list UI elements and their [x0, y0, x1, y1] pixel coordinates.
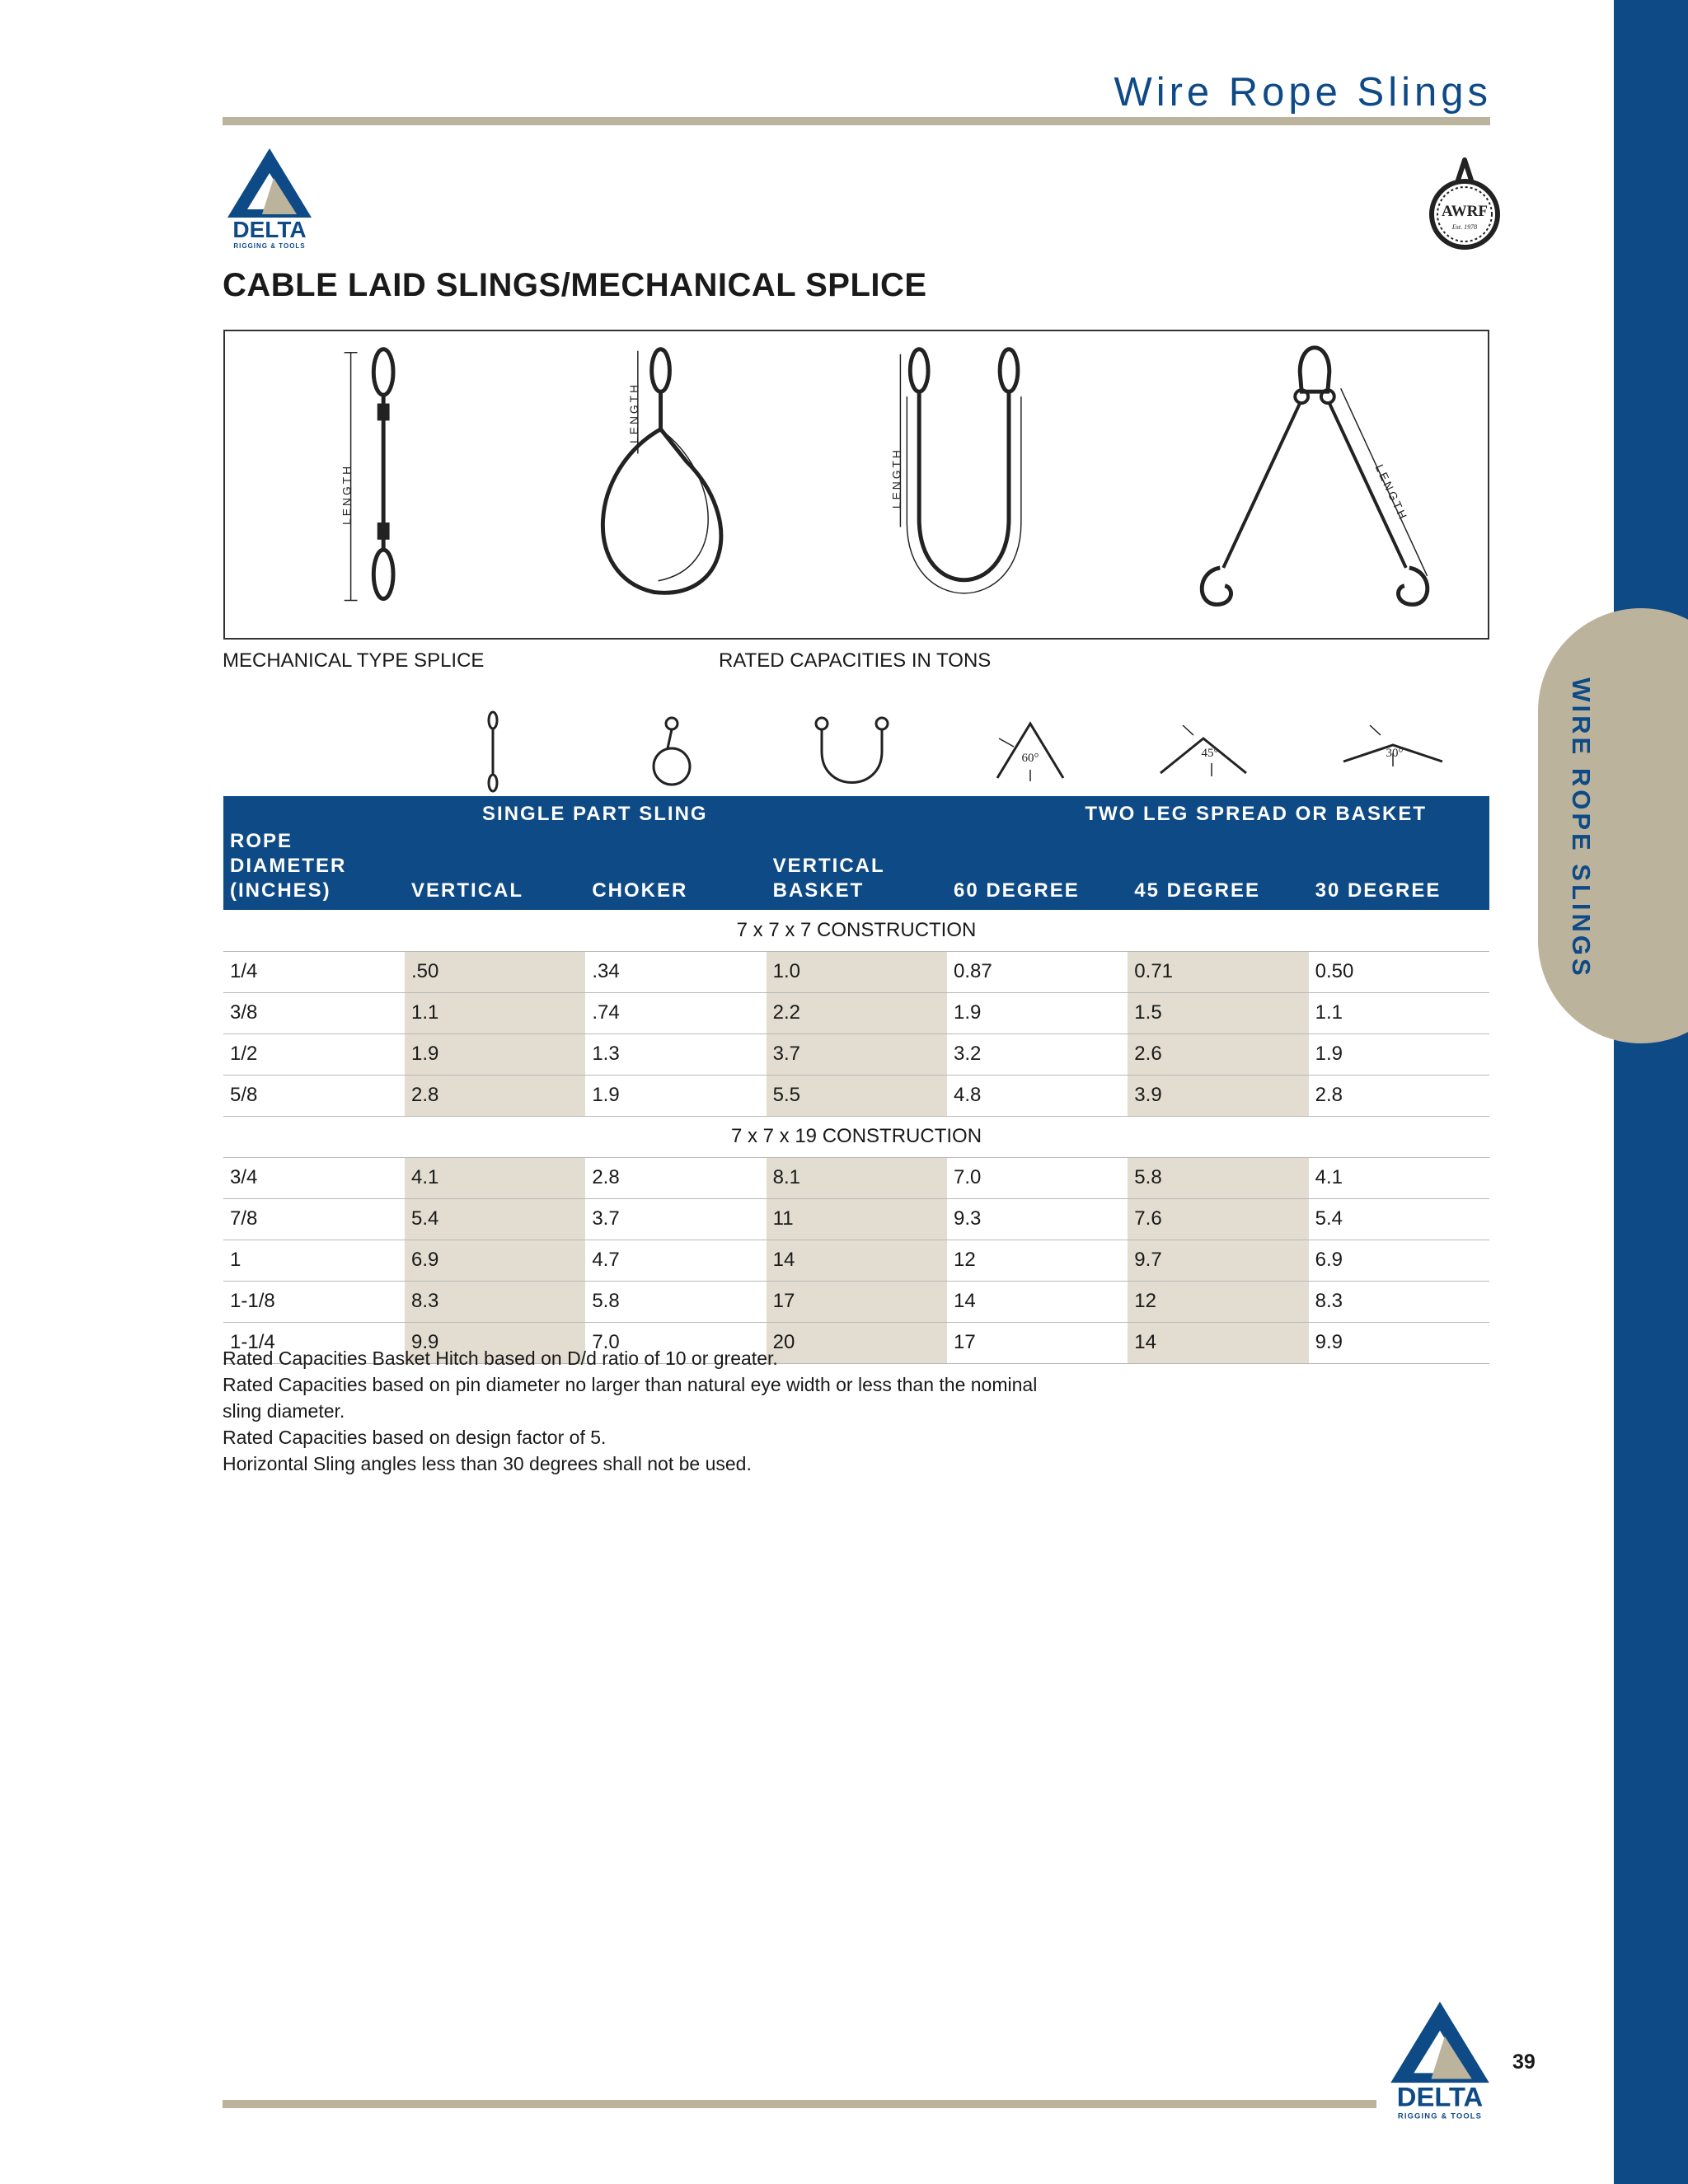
- table-cell: 5.4: [405, 1198, 585, 1240]
- table-cell: 8.1: [767, 1157, 947, 1198]
- table-cell: 2.8: [585, 1157, 766, 1198]
- table-cell: 3/8: [223, 992, 405, 1033]
- table-cell: 1: [223, 1240, 405, 1281]
- table-cell: 7.0: [585, 1322, 766, 1363]
- footer-divider: [223, 2100, 1376, 2108]
- table-row: [223, 1075, 1489, 1116]
- sling-diagram: [225, 331, 1488, 638]
- section-title: CABLE LAID SLINGS/MECHANICAL SPLICE: [223, 267, 927, 303]
- basket-hitch-icon: [816, 718, 888, 783]
- table-cell: 1.9: [947, 992, 1128, 1033]
- table-cell: 1-1/8: [223, 1281, 405, 1322]
- group-header-two-leg: TWO LEG SPREAD OR BASKET: [947, 796, 1489, 829]
- table-row: [223, 1240, 1489, 1281]
- table-cell: 7.6: [1128, 1198, 1308, 1240]
- table-cell: 4.1: [1309, 1157, 1489, 1198]
- table-cell: 3.9: [1128, 1075, 1308, 1116]
- table-cell: .50: [405, 951, 585, 992]
- vertical-hitch-icon: [489, 712, 497, 791]
- length-label-basket: LENGTH: [889, 448, 903, 509]
- note-line: Horizontal Sling angles less than 30 degrees shall not be used.: [223, 1453, 752, 1474]
- construction-label: 7 x 7 x 19 CONSTRUCTION: [223, 1116, 1489, 1157]
- table-cell: 2.8: [405, 1075, 585, 1116]
- page-header-title: Wire Rope Slings: [1114, 70, 1492, 115]
- choker-sling-illustration: [603, 349, 720, 593]
- length-label-choker: LENGTH: [626, 382, 640, 443]
- choker-hitch-icon: [654, 718, 690, 785]
- basket-sling-illustration: [900, 349, 1020, 593]
- table-cell: 5/8: [223, 1075, 405, 1116]
- table-cell: 1-1/4: [223, 1322, 405, 1363]
- table-cell: 0.50: [1309, 951, 1489, 992]
- table-cell: 14: [1128, 1322, 1308, 1363]
- note-line: Rated Capacities based on pin diameter no larger than natural eye width or less than the nominal sling diameter.: [223, 1374, 1038, 1422]
- awrf-badge-est: Est. 1978: [1451, 223, 1478, 231]
- table-row: [223, 1157, 1489, 1198]
- table-cell: .74: [585, 992, 766, 1033]
- note-line: Rated Capacities based on design factor of 5.: [223, 1427, 607, 1448]
- angle-30-icon: [1343, 725, 1442, 766]
- table-cell: 1.9: [1309, 1033, 1489, 1075]
- table-cell: 5.4: [1309, 1198, 1489, 1240]
- angle-45-label: 45°: [1201, 747, 1219, 760]
- table-cell: 3.2: [947, 1033, 1128, 1075]
- table-cell: 3/4: [223, 1157, 405, 1198]
- table-cell: 6.9: [1309, 1240, 1489, 1281]
- delta-logo-name: DELTA: [232, 217, 307, 242]
- col-header-30-degree: 30 DEGREE: [1309, 829, 1489, 910]
- note-line: Rated Capacities Basket Hitch based on D/d ratio of 10 or greater.: [223, 1347, 778, 1369]
- length-label-single: LENGTH: [340, 463, 354, 525]
- length-label-bridle: LENGTH: [1372, 462, 1411, 523]
- construction-group-row: [223, 910, 1489, 951]
- table-cell: 20: [767, 1322, 947, 1363]
- table-cell: 17: [947, 1322, 1128, 1363]
- table-cell: 1.3: [585, 1033, 766, 1075]
- delta-footer-name: DELTA: [1396, 2081, 1484, 2112]
- table-cell: 9.9: [405, 1322, 585, 1363]
- table-cell: 11: [767, 1198, 947, 1240]
- table-cell: 7/8: [223, 1198, 405, 1240]
- table-row: [223, 1033, 1489, 1075]
- delta-footer-tagline: RIGGING & TOOLS: [1397, 2111, 1483, 2121]
- table-cell: 4.1: [405, 1157, 585, 1198]
- angle-30-label: 30°: [1386, 747, 1404, 760]
- delta-logo: [223, 145, 316, 251]
- table-cell: 4.7: [585, 1240, 766, 1281]
- table-cell: 0.87: [947, 951, 1128, 992]
- awrf-badge-text: AWRF: [1442, 203, 1488, 220]
- table-cell: 17: [767, 1281, 947, 1322]
- table-cell: 12: [947, 1240, 1128, 1281]
- table-cell: 1.9: [585, 1075, 766, 1116]
- table-cell: 9.3: [947, 1198, 1128, 1240]
- table-cell: 0.71: [1128, 951, 1308, 992]
- table-row: [223, 1281, 1489, 1322]
- caption-rated-capacities: RATED CAPACITIES IN TONS: [719, 649, 992, 672]
- col-header-choker: CHOKER: [585, 829, 766, 910]
- table-cell: 2.2: [767, 992, 947, 1033]
- page-number: 39: [1512, 2050, 1536, 2074]
- group-header-single-part: SINGLE PART SLING: [405, 796, 947, 829]
- col-header-rope-diameter: ROPE DIAMETER (INCHES): [223, 829, 405, 910]
- col-header-vertical-basket: VERTICAL BASKET: [767, 829, 947, 910]
- table-cell: 4.8: [947, 1075, 1128, 1116]
- capacity-notes: [223, 1345, 1047, 1477]
- hitch-icons-row: [462, 710, 1467, 793]
- table-cell: 5.5: [767, 1075, 947, 1116]
- table-cell: 8.3: [1309, 1281, 1489, 1322]
- sidebar-band: [1614, 0, 1688, 2184]
- table-cell: 1.0: [767, 951, 947, 992]
- col-header-vertical: VERTICAL: [405, 829, 585, 910]
- construction-label: 7 x 7 x 7 CONSTRUCTION: [223, 910, 1489, 951]
- table-cell: 5.8: [585, 1281, 766, 1322]
- table-cell: 2.6: [1128, 1033, 1308, 1075]
- table-cell: 14: [947, 1281, 1128, 1322]
- two-leg-bridle-illustration: [1202, 348, 1428, 605]
- table-cell: 2.8: [1309, 1075, 1489, 1116]
- table-cell: 12: [1128, 1281, 1308, 1322]
- table-cell: 7.0: [947, 1157, 1128, 1198]
- table-cell: 8.3: [405, 1281, 585, 1322]
- delta-logo-tagline: RIGGING & TOOLS: [233, 242, 306, 250]
- table-cell: 6.9: [405, 1240, 585, 1281]
- table-cell: 1.1: [1309, 992, 1489, 1033]
- table-cell: 1.9: [405, 1033, 585, 1075]
- table-cell: 3.7: [767, 1033, 947, 1075]
- col-header-45-degree: 45 DEGREE: [1128, 829, 1308, 910]
- table-row: [223, 992, 1489, 1033]
- construction-group-row: [223, 1116, 1489, 1157]
- table-cell: 3.7: [585, 1198, 766, 1240]
- table-cell: 1.5: [1128, 992, 1308, 1033]
- header-divider: [223, 117, 1490, 125]
- sling-diagram-panel: [223, 330, 1489, 640]
- rated-capacity-table: [223, 796, 1489, 1364]
- table-cell: 14: [767, 1240, 947, 1281]
- delta-logo-footer: [1385, 1998, 1495, 2121]
- caption-splice-type: MECHANICAL TYPE SPLICE: [223, 649, 485, 672]
- table-cell: 1/4: [223, 951, 405, 992]
- sidebar-tab-label: WIRE ROPE SLINGS: [1567, 677, 1596, 979]
- table-cell: 9.9: [1309, 1322, 1489, 1363]
- table-cell: .34: [585, 951, 766, 992]
- table-cell: 5.8: [1128, 1157, 1308, 1198]
- table-cell: 1.1: [405, 992, 585, 1033]
- col-header-60-degree: 60 DEGREE: [947, 829, 1128, 910]
- table-row: [223, 951, 1489, 992]
- awrf-badge: [1419, 153, 1510, 252]
- table-cell: 9.7: [1128, 1240, 1308, 1281]
- table-row: [223, 1198, 1489, 1240]
- angle-60-label: 60°: [1021, 752, 1039, 765]
- table-cell: 1/2: [223, 1033, 405, 1075]
